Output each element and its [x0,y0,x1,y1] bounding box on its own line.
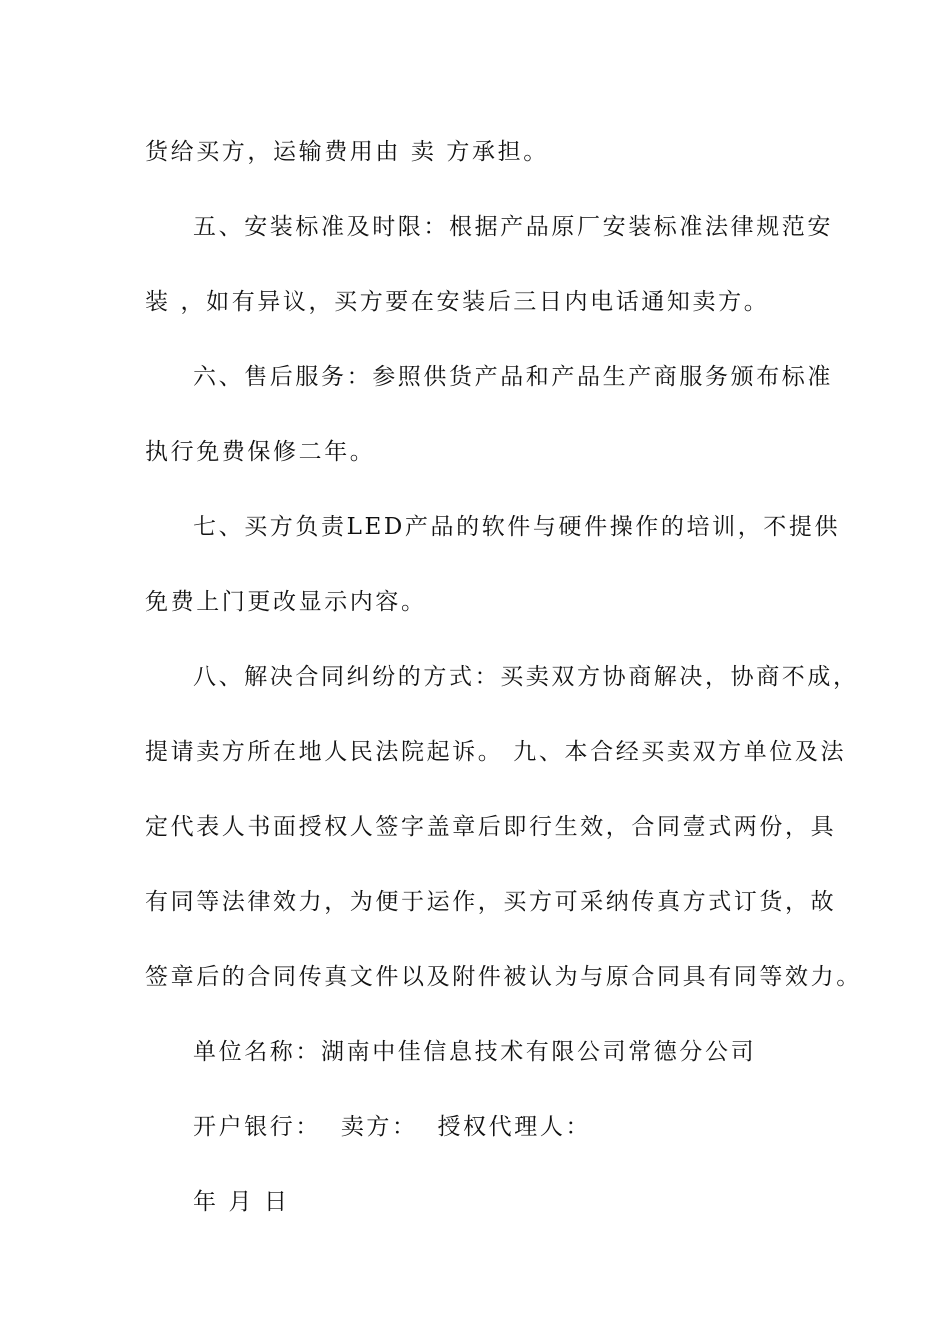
paragraph-line-6: 七、买方负责LED产品的软件与硬件操作的培训，不提供 [193,514,841,540]
paragraph-line-1: 货给买方，运输费用由 卖 方承担。 [145,139,549,165]
company-name-line: 单位名称：湖南中佳信息技术有限公司常德分公司 [193,1039,757,1065]
paragraph-line-2: 五、安装标准及时限：根据产品原厂安装标准法律规范安 [193,214,833,240]
paragraph-line-9: 提请卖方所在地人民法院起诉。 九、本合经买卖双方单位及法 [145,739,847,765]
paragraph-line-8: 八、解决合同纠纷的方式：买卖双方协商解决，协商不成， [193,664,859,690]
date-line: 年 月 日 [193,1189,290,1215]
paragraph-line-5: 执行免费保修二年。 [145,439,376,465]
paragraph-line-3: 装 ，如有异议，买方要在安装后三日内电话通知卖方。 [145,289,770,315]
paragraph-line-7: 免费上门更改显示内容。 [145,589,427,615]
bank-seller-agent-line: 开户银行： 卖方： 授权代理人： [193,1114,592,1140]
paragraph-line-10: 定代表人书面授权人签字盖章后即行生效，合同壹式两份，具 [145,814,837,840]
paragraph-line-11: 有同等法律效力，为便于运作，买方可采纳传真方式订货，故 [145,889,837,915]
paragraph-line-12: 签章后的合同传真文件以及附件被认为与原合同具有同等效力。 [145,964,862,990]
paragraph-line-4: 六、售后服务：参照供货产品和产品生产商服务颁布标准 [193,364,833,390]
